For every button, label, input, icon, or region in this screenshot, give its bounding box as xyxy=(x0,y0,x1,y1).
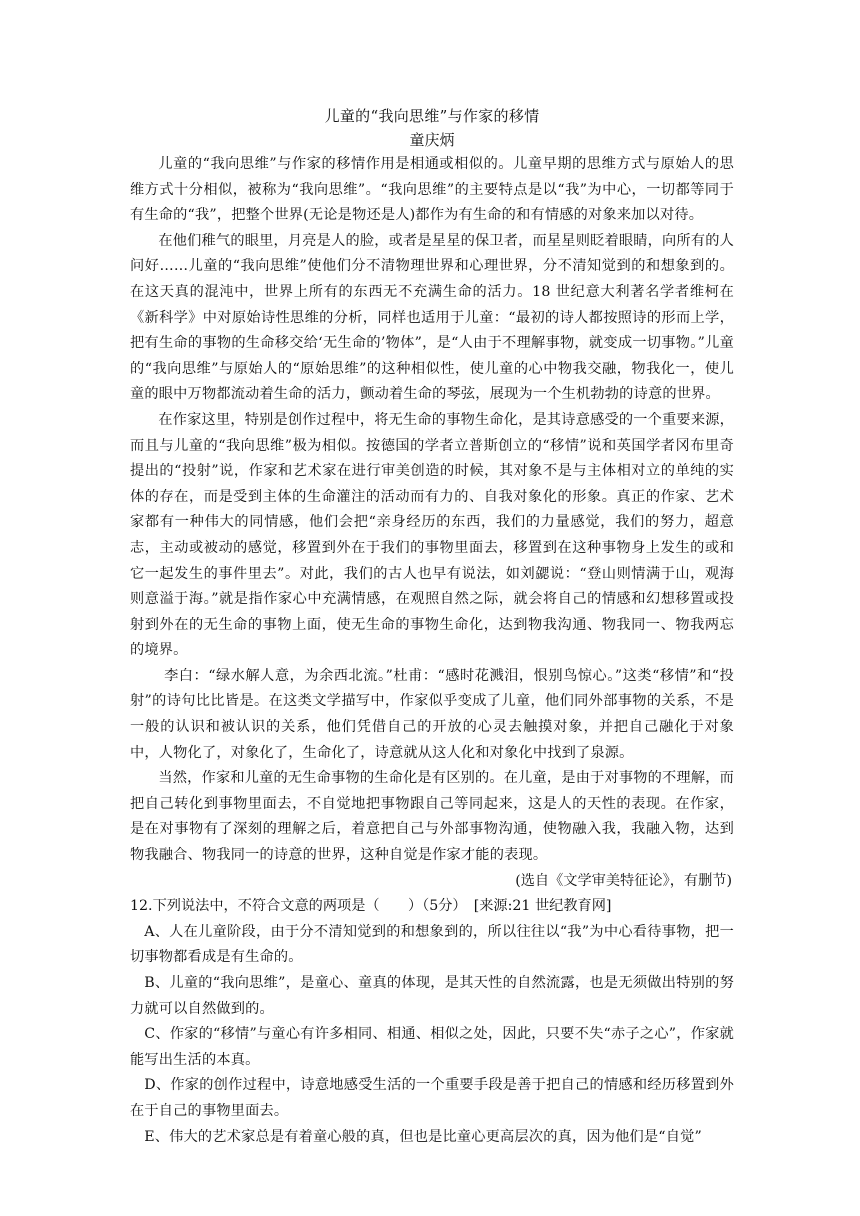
document-content xyxy=(130,104,734,1150)
question-option-d: D、作家的创作过程中，诗意地感受生活的一个重要手段是善于把自己的情感和经历移置到外在于自己的事物里面去。 xyxy=(130,1077,734,1119)
article-paragraph-2: 在他们稚气的眼里，月亮是人的脸，或者是星星的保卫者，而星星则眨着眼睛，向所有的人问好……儿童的“我向思维”使他们分不清物理世界和心理世界，分不清知觉到的和想象到的。在这天真的混沌中，世界上所有的东西无不充满生命的活力。18 世纪意大利著名学者维柯在《新科学》中对原始诗性思维的分析，同样也适用于儿童：“最初的诗人都按照诗的形而上学，把有生命的事物的生命移交给‘无生命的’物体”，是“人由于不理解事物，就变成一切事物。”儿童的“我向思维”与原始人的“原始思维”的这种相似性，使儿童的心中物我交融，物我化一，使儿童的眼中万物都流动着生命的活力，颤动着生命的琴弦，展现为一个生机勃勃的诗意的世界。 xyxy=(130,232,734,403)
question-stem: 12.下列说法中，不符合文意的两项是（ ）（5分） [来源:21 世纪教育网] xyxy=(130,898,612,915)
article-paragraph-1: 儿童的“我向思维”与作家的移情作用是相通或相似的。儿童早期的思维方式与原始人的思维方式十分相似，被称为“我向思维”。“我向思维”的主要特点是以“我”为中心，一切都等同于有生命的“我”，把整个世界(无论是物还是人)都作为有生命的和有情感的对象来加以对待。 xyxy=(130,156,734,224)
question-option-b: B、儿童的“我向思维”，是童心、童真的体现，是其天性的自然流露，也是无须做出特别的努力就可以自然做到的。 xyxy=(130,975,734,1017)
article-author: 童庆炳 xyxy=(409,131,455,149)
article-source: (选自《文学审美特征论》，有删节) xyxy=(515,872,732,889)
question-option-e: E、伟大的艺术家总是有着童心般的真，但也是比童心更高层次的真，因为他们是“自觉” xyxy=(144,1128,702,1145)
question-option-a: A、人在儿童阶段，由于分不清知觉到的和想象到的，所以往往以“我”为中心看待事物，把一切事物都看成是有生命的。 xyxy=(130,923,734,966)
question-option-c: C、作家的“移情”与童心有许多相同、相通、相似之处，因此，只要不失“赤子之心”，作家就能写出生活的本真。 xyxy=(130,1026,734,1068)
article-paragraph-4: 李白：“绿水解人意，为余西北流。”杜甫：“感时花溅泪，恨别鸟惊心。”这类“移情”和“投射”的诗句比比皆是。在这类文学描写中，作家似乎变成了儿童，他们同外部事物的关系，不是一般的认识和被认识的关系，他们凭借自己的开放的心灵去触摸对象，并把自己融化于对象中，人物化了，对象化了，生命化了，诗意就从这人化和对象化中找到了泉源。 xyxy=(130,667,734,761)
article-paragraph-3: 在作家这里，特别是创作过程中，将无生命的事物生命化，是其诗意感受的一个重要来源，而且与儿童的“我向思维”极为相似。按德国的学者立普斯创立的“移情”说和英国学者冈布里奇提出的“投射”说，作家和艺术家在进行审美创造的时候，其对象不是与主体相对立的单纯的实体的存在，而是受到主体的生命灌注的活动而有力的、自我对象化的形象。真正的作家、艺术家都有一种伟大的同情感，他们会把“亲身经历的东西，我们的力量感觉，我们的努力，超意志，主动或被动的感觉，移置到外在于我们的事物里面去，移置到在这种事物身上发生的或和它一起发生的事件里去”。对此，我们的古人也早有说法，如刘勰说：“登山则情满于山，观海则意溢于海。”就是指作家心中充满情感，在观照自然之际，就会将自己的情感和幻想移置或投射到外在的无生命的事物上面，使无生命的事物生命化，达到物我沟通、物我同一、物我两忘的境界。 xyxy=(130,411,734,659)
article-paragraph-5: 当然，作家和儿童的无生命事物的生命化是有区别的。在儿童，是由于对事物的不理解，而把自己转化到事物里面去，不自觉地把事物跟自己等同起来，这是人的天性的表现。在作家，是在对事物有了深刻的理解之后，着意把自己与外部事物沟通，使物融入我，我融入物，达到物我融合、物我同一的诗意的世界，这种自觉是作家才能的表现。 xyxy=(130,770,734,864)
article-title: 儿童的“我向思维”与作家的移情 xyxy=(324,107,540,125)
